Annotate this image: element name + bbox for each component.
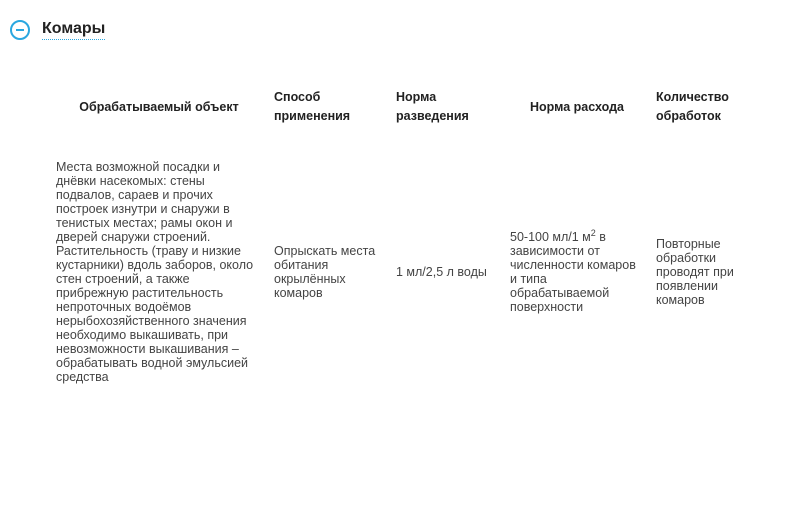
consumption-rate: 50-100 мл/1 м	[510, 230, 591, 244]
cell-object: Места возможной посадки и днёвки насекомых: стены подвалов, сараев и прочих построек изнутри и снаружи в тенистых местах; рамы окон и дверей снаружи строений. Растительность (траву и низкие кустарники) вдоль заборов, около стен строений, а также прибрежную растительность непроточных водоёмов нерыбохозяйственного значения необходимо выкашивать, при невозможности выкашивания – обрабатывать водной эмульсией средства	[56, 160, 254, 384]
usage-table	[50, 84, 760, 384]
square-superscript: 2	[590, 227, 596, 238]
section-title[interactable]: Комары	[42, 20, 105, 40]
table-row	[50, 130, 760, 384]
accordion-header[interactable]	[10, 16, 105, 44]
cell-consumption	[504, 130, 650, 384]
cell-count: Повторные обработки проводят при появлении комаров	[656, 237, 734, 307]
header-consumption: Норма расхода	[529, 99, 624, 114]
consumption-note: в зависимости от численности комаров и типа обрабатываемой поверхности	[510, 230, 636, 314]
header-count: Количество обработок	[656, 90, 729, 123]
table-header-row	[50, 84, 760, 130]
header-object: Обрабатываемый объект	[79, 99, 239, 114]
cell-dilution: 1 мл/2,5 л воды	[396, 265, 487, 279]
header-method: Способ применения	[274, 90, 351, 123]
cell-method: Опрыскать места обитания окрылённых комаров	[274, 244, 376, 300]
collapse-circle-icon[interactable]	[10, 20, 30, 40]
header-dilution: Норма разведения	[396, 90, 469, 123]
